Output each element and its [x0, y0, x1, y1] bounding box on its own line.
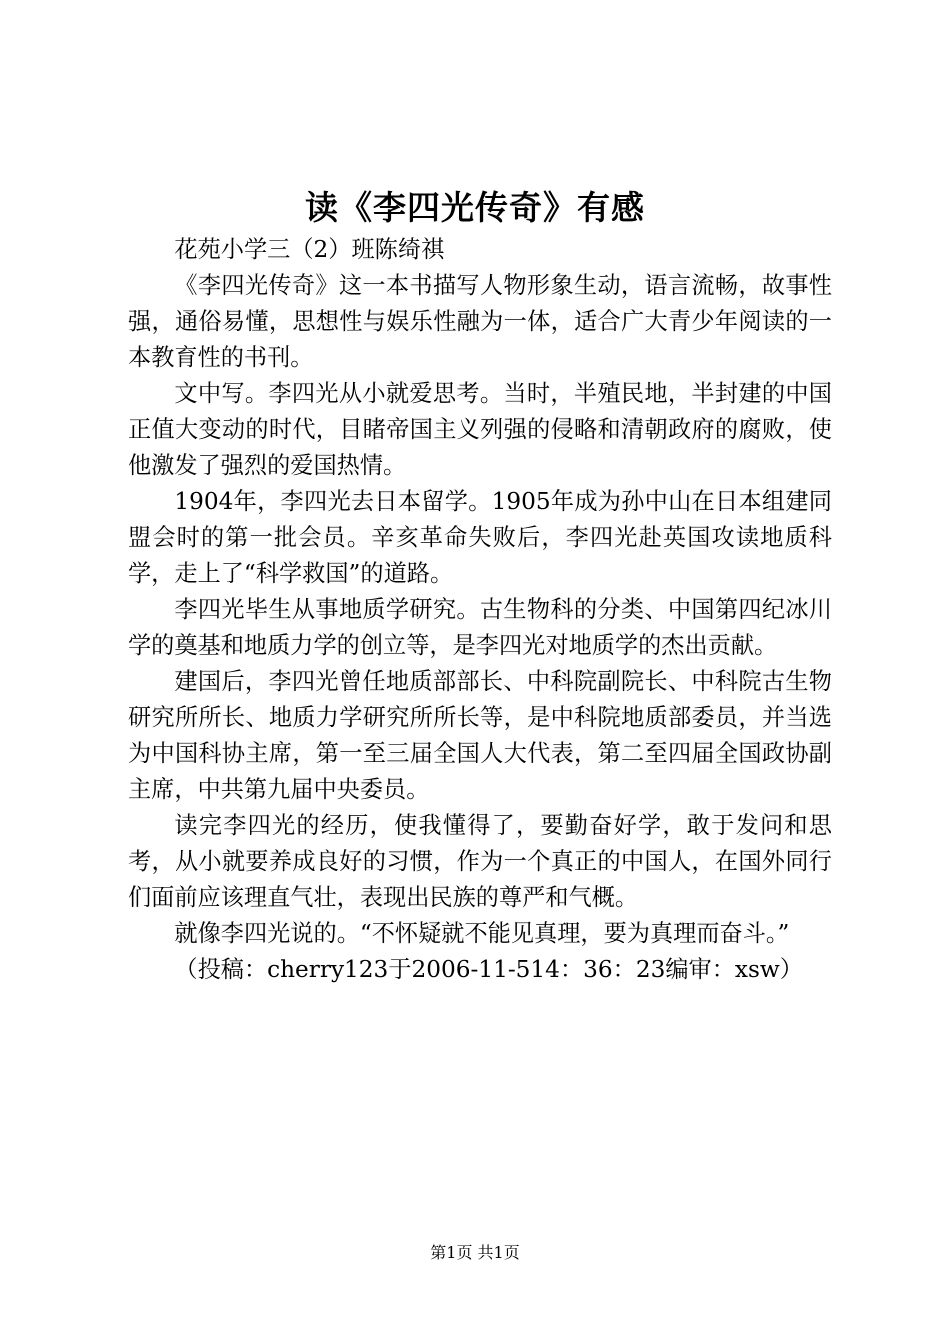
paragraph: 1904年，李四光去日本留学。1905年成为孙中山在日本组建同盟会时的第一批会员。辛亥革命失败后，李四光赴英国攻读地质科学，走上了“科学救国”的道路。 — [128, 488, 832, 587]
paragraph: 建国后，李四光曾任地质部部长、中科院副院长、中科院古生物研究所所长、地质力学研究所所长等，是中科院地质部委员，并当选为中国科协主席，第一至三届全国人大代表，第二至四届全国政协副主席，中共第九届中央委员。 — [128, 668, 832, 803]
page-number-footer: 第1页 共1页 — [430, 1243, 520, 1262]
paragraph: 读完李四光的经历，使我懂得了，要勤奋好学，敢于发问和思考，从小就要养成良好的习惯，作为一个真正的中国人，在国外同行们面前应该理直气壮，表现出民族的尊严和气概。 — [128, 812, 832, 911]
submission-note: （投稿：cherry123于2006-11-514：36：23编审：xsw） — [174, 956, 803, 983]
paragraph: 李四光毕生从事地质学研究。古生物科的分类、中国第四纪冰川学的奠基和地质力学的创立等，是李四光对地质学的杰出贡献。 — [128, 596, 832, 659]
paragraph: 就像李四光说的。“不怀疑就不能见真理，要为真理而奋斗。” — [174, 920, 790, 947]
author-line: 花苑小学三（2）班陈绮祺 — [174, 236, 445, 263]
document-body — [128, 232, 832, 988]
paragraph: 《李四光传奇》这一本书描写人物形象生动，语言流畅，故事性强，通俗易懂，思想性与娱乐性融为一体，适合广大青少年阅读的一本教育性的书刊。 — [128, 272, 832, 371]
paragraph: 文中写。李四光从小就爱思考。当时，半殖民地，半封建的中国正值大变动的时代，目睹帝国主义列强的侵略和清朝政府的腐败，使他激发了强烈的爱国热情。 — [128, 380, 832, 479]
document-title: 读《李四光传奇》有感 — [305, 188, 645, 227]
